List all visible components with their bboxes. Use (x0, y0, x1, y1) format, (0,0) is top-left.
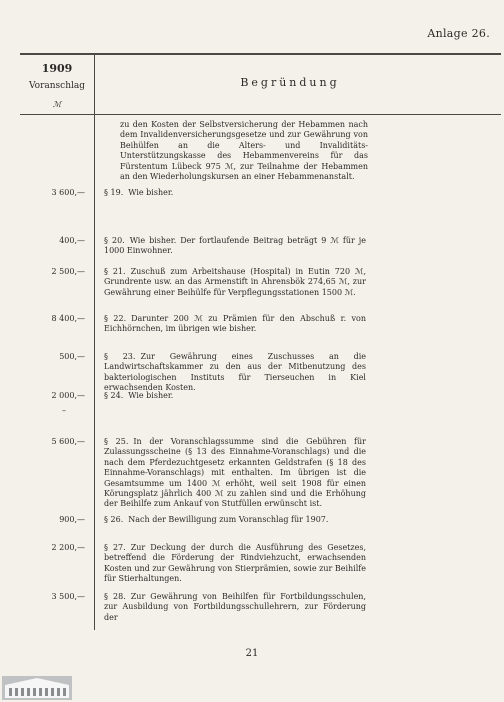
entry (104, 543, 366, 585)
column-divider (94, 55, 95, 630)
entry-text: Darunter 200 ℳ zu Prämien für den Abschuß r. von Eichhörnchen, im übrigen wie bisher. (104, 314, 367, 334)
entry-amount: 400,— (59, 236, 85, 245)
entry-number: § 28. (104, 592, 126, 601)
entry-amount: 3 500,— (51, 592, 85, 601)
entry-text: Zuschuß zum Arbeitshause (Hospital) in Eutin 720 ℳ, Grundrente usw. an das Armenstift in Ahrensbök 274,65 ℳ, zur Gewährung einer Beihülfe für Verpflegungsstationen 1500 ℳ. (104, 267, 367, 297)
entry (104, 314, 366, 335)
entry-number: § 19. (104, 188, 124, 197)
header-voranschlag: Voranschlag (28, 81, 86, 91)
entry-text: Wie bisher. (128, 391, 174, 400)
entry-amount: 3 600,— (51, 188, 85, 197)
entry-amount: 500,— (59, 352, 85, 361)
entry (104, 515, 366, 525)
entry-number: § 23. (104, 352, 136, 361)
annex-label: Anlage 26. (427, 27, 490, 40)
entry (104, 188, 366, 198)
entry-amount: 5 600,— (51, 437, 85, 446)
header-top-rule (20, 53, 501, 55)
entry-text: zu den Kosten der Selbstversicherung der Hebammen nach dem Invalidenversicherungsgesetze und zur Gewährung von Beihülfen an die Alters- und Invaliditäts-Unterstützungskasse des Hebammenvereins für das Fürstentum Lübeck 975 ℳ, zur Teilnahme der Hebammen an den Wiederholungskursen an einer Hebammenanstalt. (120, 120, 368, 182)
entry-continuation (120, 120, 368, 182)
entry (104, 391, 366, 401)
entry-number: § 22. (104, 314, 127, 323)
entry (104, 236, 366, 257)
entry-number: § 26. (104, 515, 124, 524)
entry-amount: 2 000,— (51, 391, 85, 400)
entry-amount: 2 200,— (51, 543, 85, 552)
entry-number: § 21. (104, 267, 126, 276)
entry-amount: 900,— (59, 515, 85, 524)
entry-number: § 27. (104, 543, 126, 552)
entry-amount: 2 500,— (51, 267, 85, 276)
header-begruendung: Begründung (240, 76, 340, 89)
entry (104, 267, 366, 298)
entry-text: Nach der Bewilligung zum Voranschlag für 1907. (128, 515, 329, 524)
entry-text: Zur Deckung der durch die Ausführung des Gesetzes, betreffend die Förderung der Rindviehzucht, erwachsenden Kosten und zur Gewährung von Stierprämien, sowie zur Beihilfe für Stierhaltungen. (104, 543, 366, 584)
header-currency: ℳ (52, 100, 62, 109)
entry-text: In der Voranschlagssumme sind die Gebühren für Zulassungsscheine (§ 13 des Einnahme-Voranschlags) und die nach dem Pferdezuchtgesetz erkannten Geldstrafen (§ 18 des Einnahme-Voranschlags) mit enthalten. Im übrigen ist die Gesamtsumme um 1400 ℳ erhöht, weil seit 1908 für einen Körungsplatz jährlich 400 ℳ zu zahlen sind und die Erhöhung der Beihilfe zum Ankauf von Stutfüllen erwünscht ist. (104, 437, 366, 509)
header-year: 1909 (41, 62, 73, 75)
entry-text: Wie bisher. (128, 188, 174, 197)
entry (104, 352, 366, 394)
page-number: 21 (245, 648, 259, 659)
entry-number: § 20. (104, 236, 125, 245)
entry-text: Zur Gewährung von Beihilfen für Fortbildungsschulen, zur Ausbildung von Fortbildungsschullehrern, zur Förderung der (104, 592, 366, 622)
header-bottom-rule (20, 114, 501, 115)
dash-mark: – (62, 406, 66, 415)
entry (104, 437, 366, 510)
entry-number: § 25. (104, 437, 129, 446)
entry-text: Zur Gewährung eines Zuschusses an die Landwirtschaftskammer zu den aus der Mitbenutzung des bakteriologischen Instituts für Tierseuchen in Kiel erwachsenden Kosten. (104, 352, 367, 393)
entry-number: § 24. (104, 391, 124, 400)
entry-amount: 8 400,— (51, 314, 85, 323)
entry (104, 592, 366, 623)
library-building-logo (2, 676, 72, 700)
entry-text: Wie bisher. Der fortlaufende Beitrag beträgt 9 ℳ für je 1000 Einwohner. (104, 236, 367, 256)
